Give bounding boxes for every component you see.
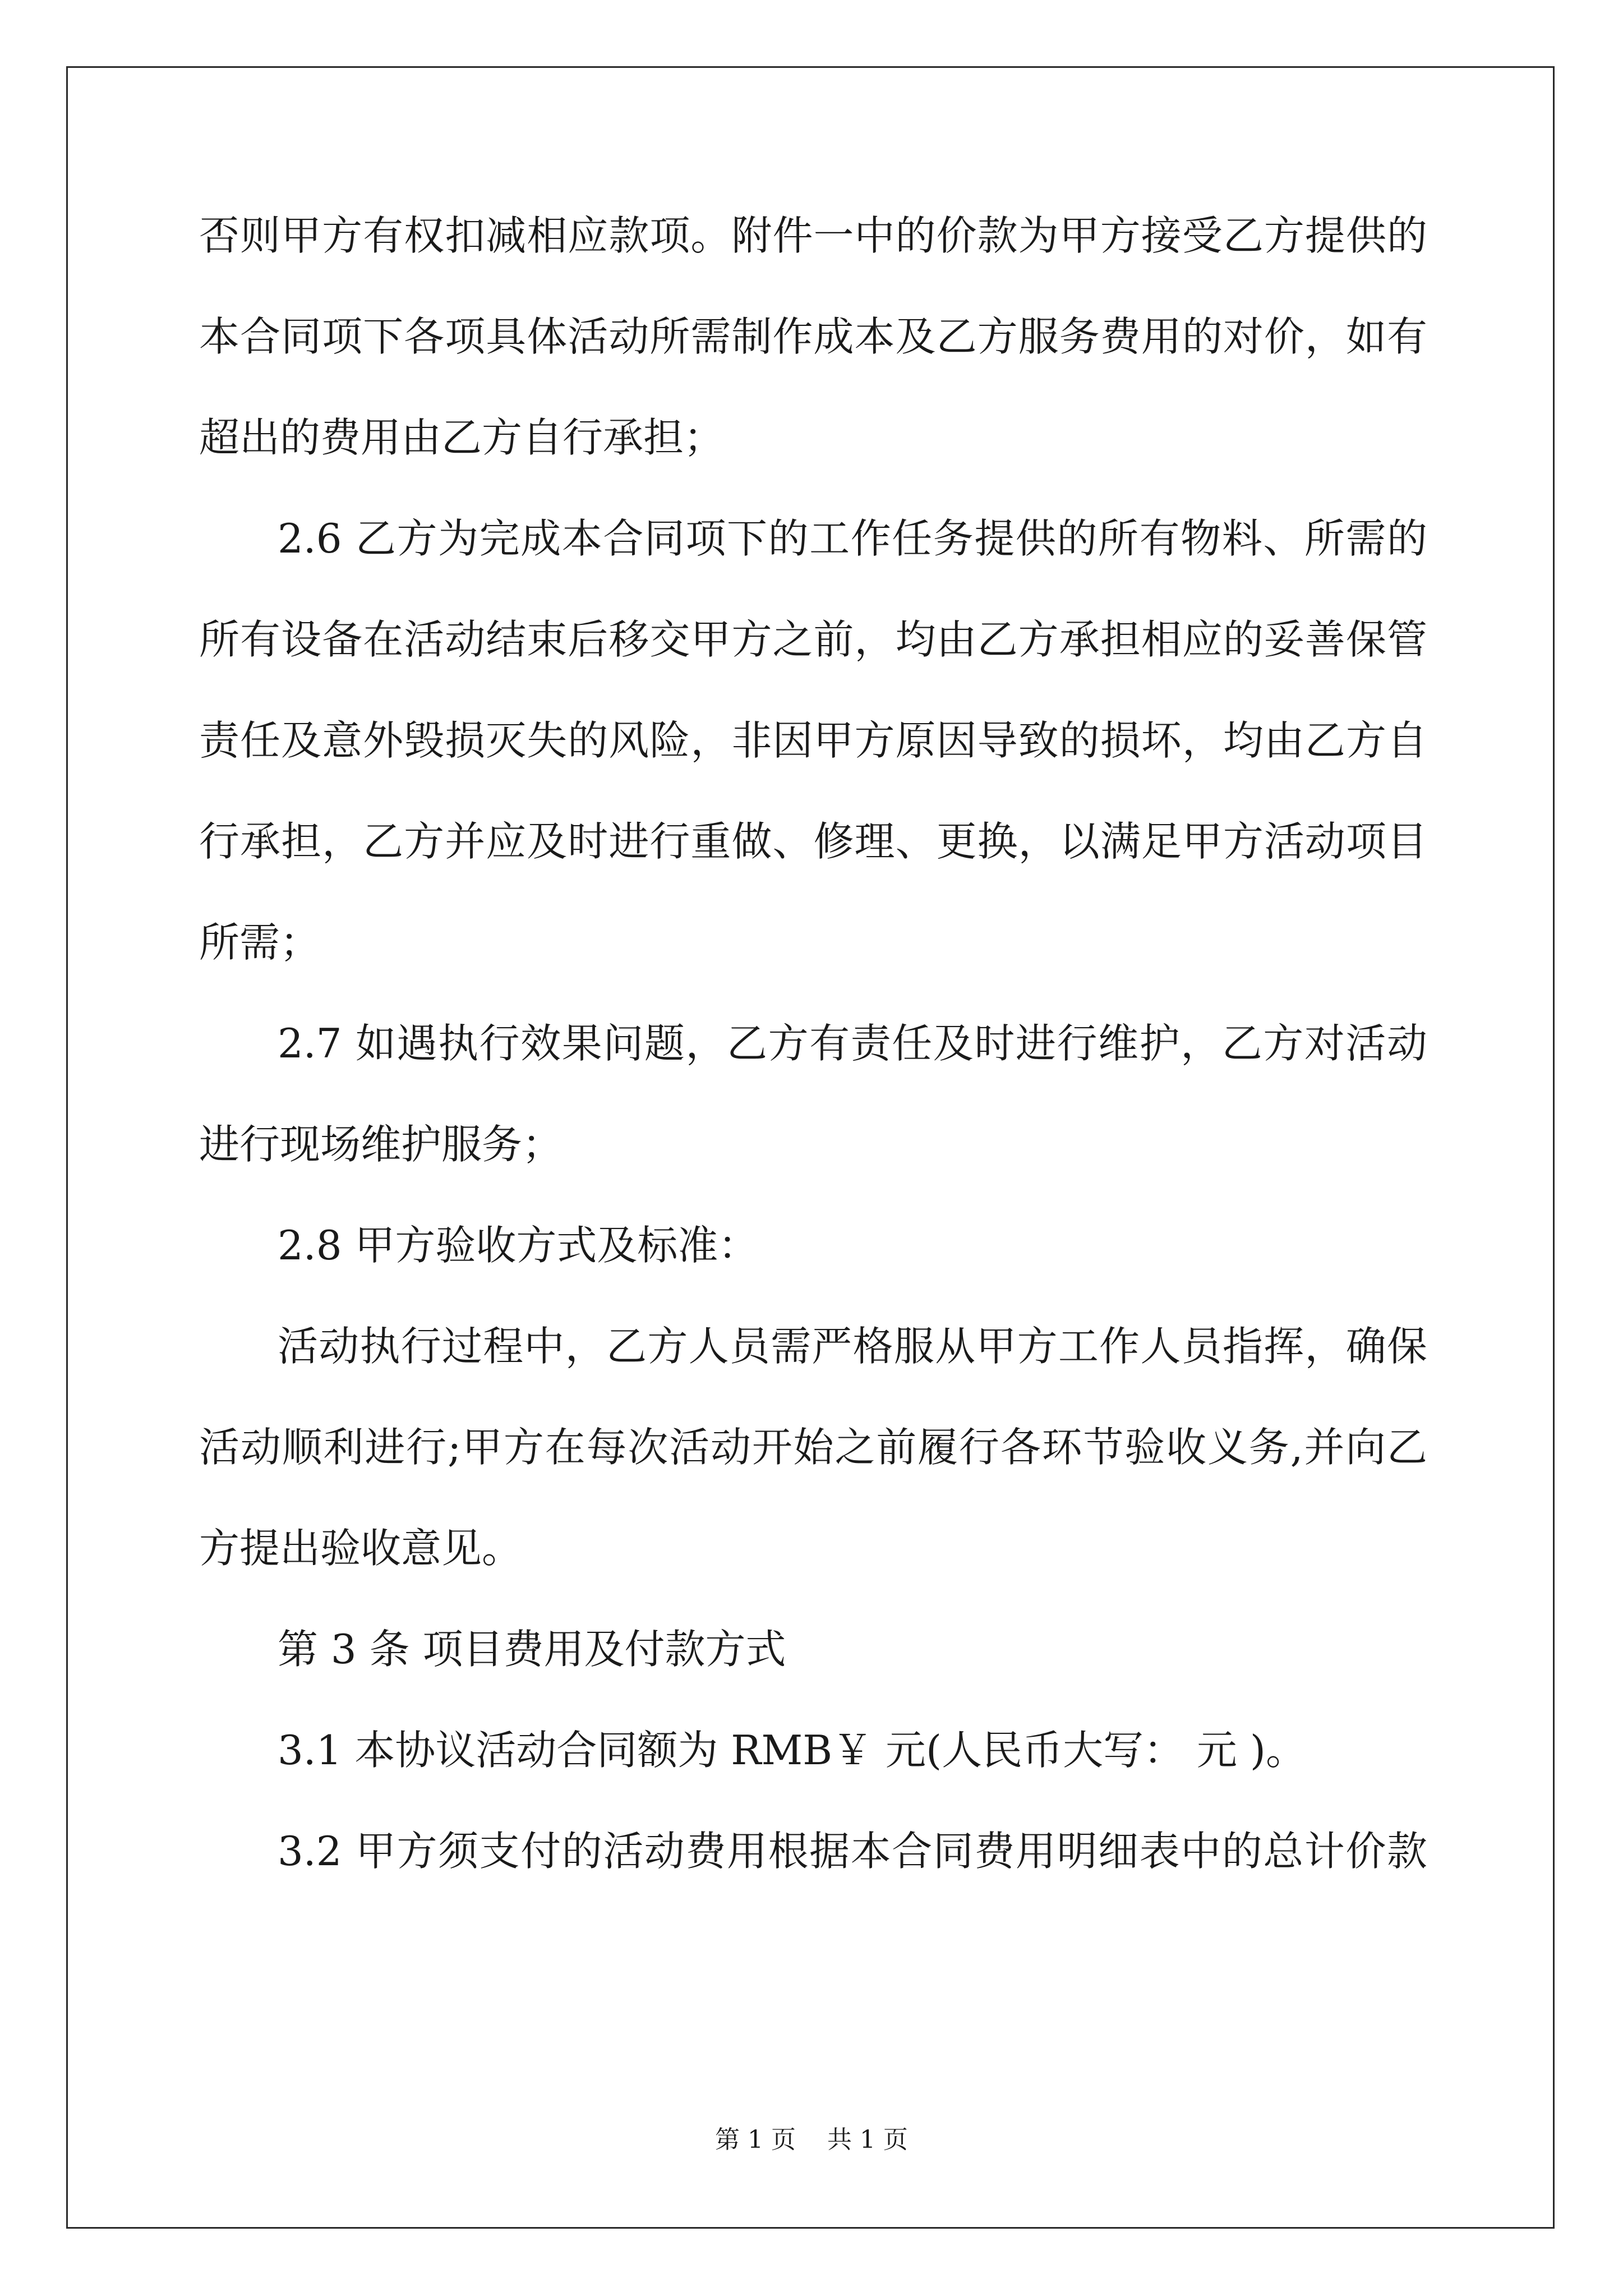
text-line: 超出的费用由乙方自行承担；: [199, 414, 725, 461]
text-line: 所有设备在活动结束后移交甲方之前，均由乙方承担相应的妥善保管: [199, 616, 1427, 663]
text-line: 所需；: [199, 919, 321, 966]
section-heading: 第 3 条 项目费用及付款方式: [278, 1626, 786, 1673]
text-line: 方提出验收意见。: [199, 1525, 523, 1572]
text-line: 否则甲方有权扣减相应款项。附件一中的价款为甲方接受乙方提供的: [199, 212, 1427, 259]
text-line: 3.1 本协议活动合同额为 RMB￥ 元(人民币大写： 元 )。: [278, 1727, 1306, 1774]
text-line: 本合同项下各项具体活动所需制作成本及乙方服务费用的对价，如有: [199, 313, 1427, 360]
text-line: 2.7 如遇执行效果问题，乙方有责任及时进行维护，乙方对活动: [278, 1020, 1427, 1067]
text-line: 行承担，乙方并应及时进行重做、修理、更换，以满足甲方活动项目: [199, 818, 1427, 865]
text-line: 2.6 乙方为完成本合同项下的工作任务提供的所有物料、所需的: [278, 515, 1427, 562]
text-line: 2.8 甲方验收方式及标准：: [278, 1222, 759, 1269]
text-line: 3.2 甲方须支付的活动费用根据本合同费用明细表中的总计价款: [278, 1828, 1427, 1875]
text-line: 进行现场维护服务；: [199, 1121, 563, 1168]
page-number-footer: 第 1 页 共 1 页: [715, 2125, 908, 2154]
text-line: 责任及意外毁损灭失的风险，非因甲方原因导致的损坏，均由乙方自: [199, 717, 1427, 764]
text-line: 活动顺利进行;甲方在每次活动开始之前履行各环节验收义务,并向乙: [199, 1424, 1427, 1471]
text-line: 活动执行过程中，乙方人员需严格服从甲方工作人员指挥，确保: [278, 1323, 1427, 1370]
